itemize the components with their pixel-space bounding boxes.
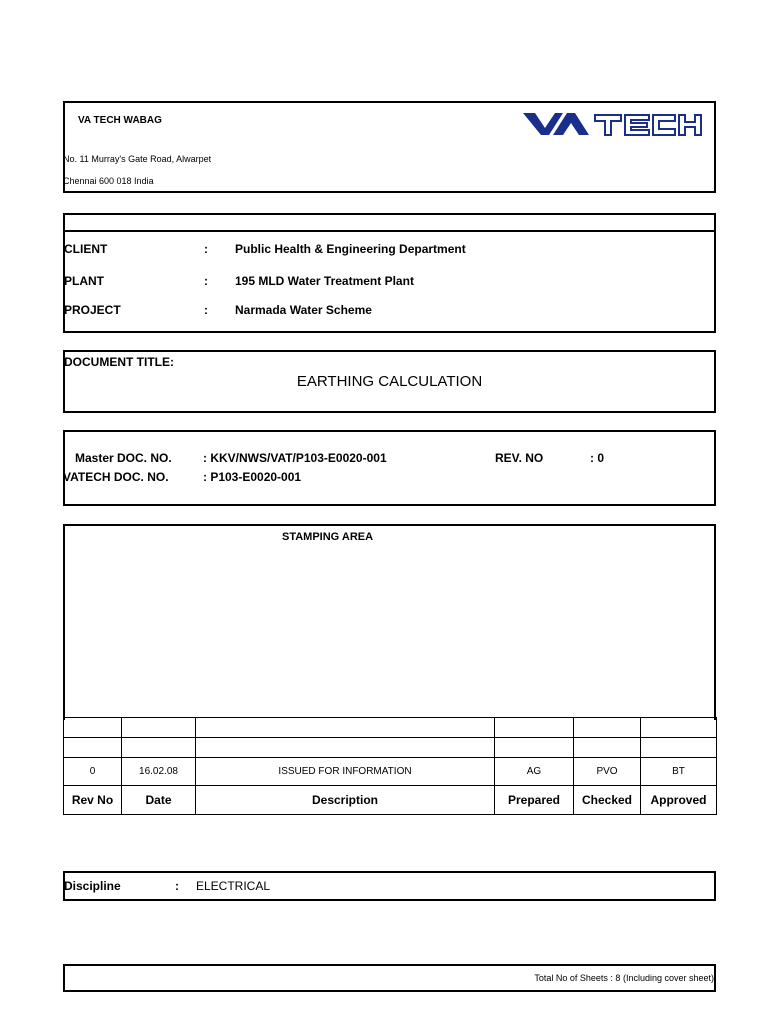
document-title-section bbox=[63, 350, 716, 413]
master-doc-value: : KKV/NWS/VAT/P103-E0020-001 bbox=[203, 451, 387, 465]
discipline-colon: : bbox=[175, 879, 179, 893]
project-colon: : bbox=[204, 303, 208, 317]
total-sheets: Total No of Sheets : 8 (Including cover sheet) bbox=[534, 973, 714, 983]
approved-cell: BT bbox=[641, 758, 717, 786]
client-info-section bbox=[63, 213, 716, 333]
vatech-logo-icon bbox=[523, 111, 703, 137]
document-title: EARTHING CALCULATION bbox=[296, 373, 483, 390]
checked-cell: PVO bbox=[574, 758, 641, 786]
plant-value: 195 MLD Water Treatment Plant bbox=[235, 274, 414, 288]
vatech-doc-label: VATECH DOC. NO. bbox=[63, 470, 169, 484]
table-row bbox=[64, 738, 717, 758]
discipline-section bbox=[63, 871, 716, 901]
revision-table bbox=[63, 717, 717, 815]
approved-header: Approved bbox=[641, 786, 717, 815]
company-header bbox=[63, 101, 716, 193]
table-header-row bbox=[64, 786, 717, 815]
company-name: VA TECH WABAG bbox=[78, 115, 162, 126]
prepared-cell: AG bbox=[495, 758, 574, 786]
client-colon: : bbox=[204, 242, 208, 256]
master-doc-label: Master DOC. NO. bbox=[75, 451, 172, 465]
rev-no-header: Rev No bbox=[64, 786, 122, 815]
project-value: Narmada Water Scheme bbox=[235, 303, 372, 317]
document-title-label: DOCUMENT TITLE: bbox=[64, 355, 174, 369]
rev-no-label: REV. NO bbox=[495, 451, 544, 465]
client-value: Public Health & Engineering Department bbox=[235, 242, 466, 256]
vatech-doc-value: : P103-E0020-001 bbox=[203, 470, 302, 484]
client-label: CLIENT bbox=[64, 242, 108, 256]
checked-header: Checked bbox=[574, 786, 641, 815]
company-address-line2: Chennai 600 018 India bbox=[63, 176, 154, 186]
divider bbox=[65, 230, 714, 232]
table-row bbox=[64, 758, 717, 786]
prepared-header: Prepared bbox=[495, 786, 574, 815]
description-header: Description bbox=[196, 786, 495, 815]
document-numbers-section bbox=[63, 430, 716, 506]
rev-no-value: : 0 bbox=[590, 451, 605, 465]
date-cell: 16.02.08 bbox=[122, 758, 196, 786]
plant-label: PLANT bbox=[64, 274, 104, 288]
stamping-area bbox=[63, 524, 716, 720]
stamping-area-label: STAMPING AREA bbox=[282, 531, 374, 543]
discipline-label: Discipline bbox=[64, 879, 121, 893]
sheets-footer bbox=[63, 964, 716, 992]
company-address-line1: No. 11 Murray's Gate Road, Alwarpet bbox=[63, 154, 212, 164]
rev-no-cell: 0 bbox=[64, 758, 122, 786]
plant-colon: : bbox=[204, 274, 208, 288]
description-cell: ISSUED FOR INFORMATION bbox=[196, 758, 495, 786]
project-label: PROJECT bbox=[64, 303, 121, 317]
date-header: Date bbox=[122, 786, 196, 815]
vatech-logo bbox=[523, 111, 703, 137]
table-row bbox=[64, 718, 717, 738]
discipline-value: ELECTRICAL bbox=[196, 879, 271, 893]
